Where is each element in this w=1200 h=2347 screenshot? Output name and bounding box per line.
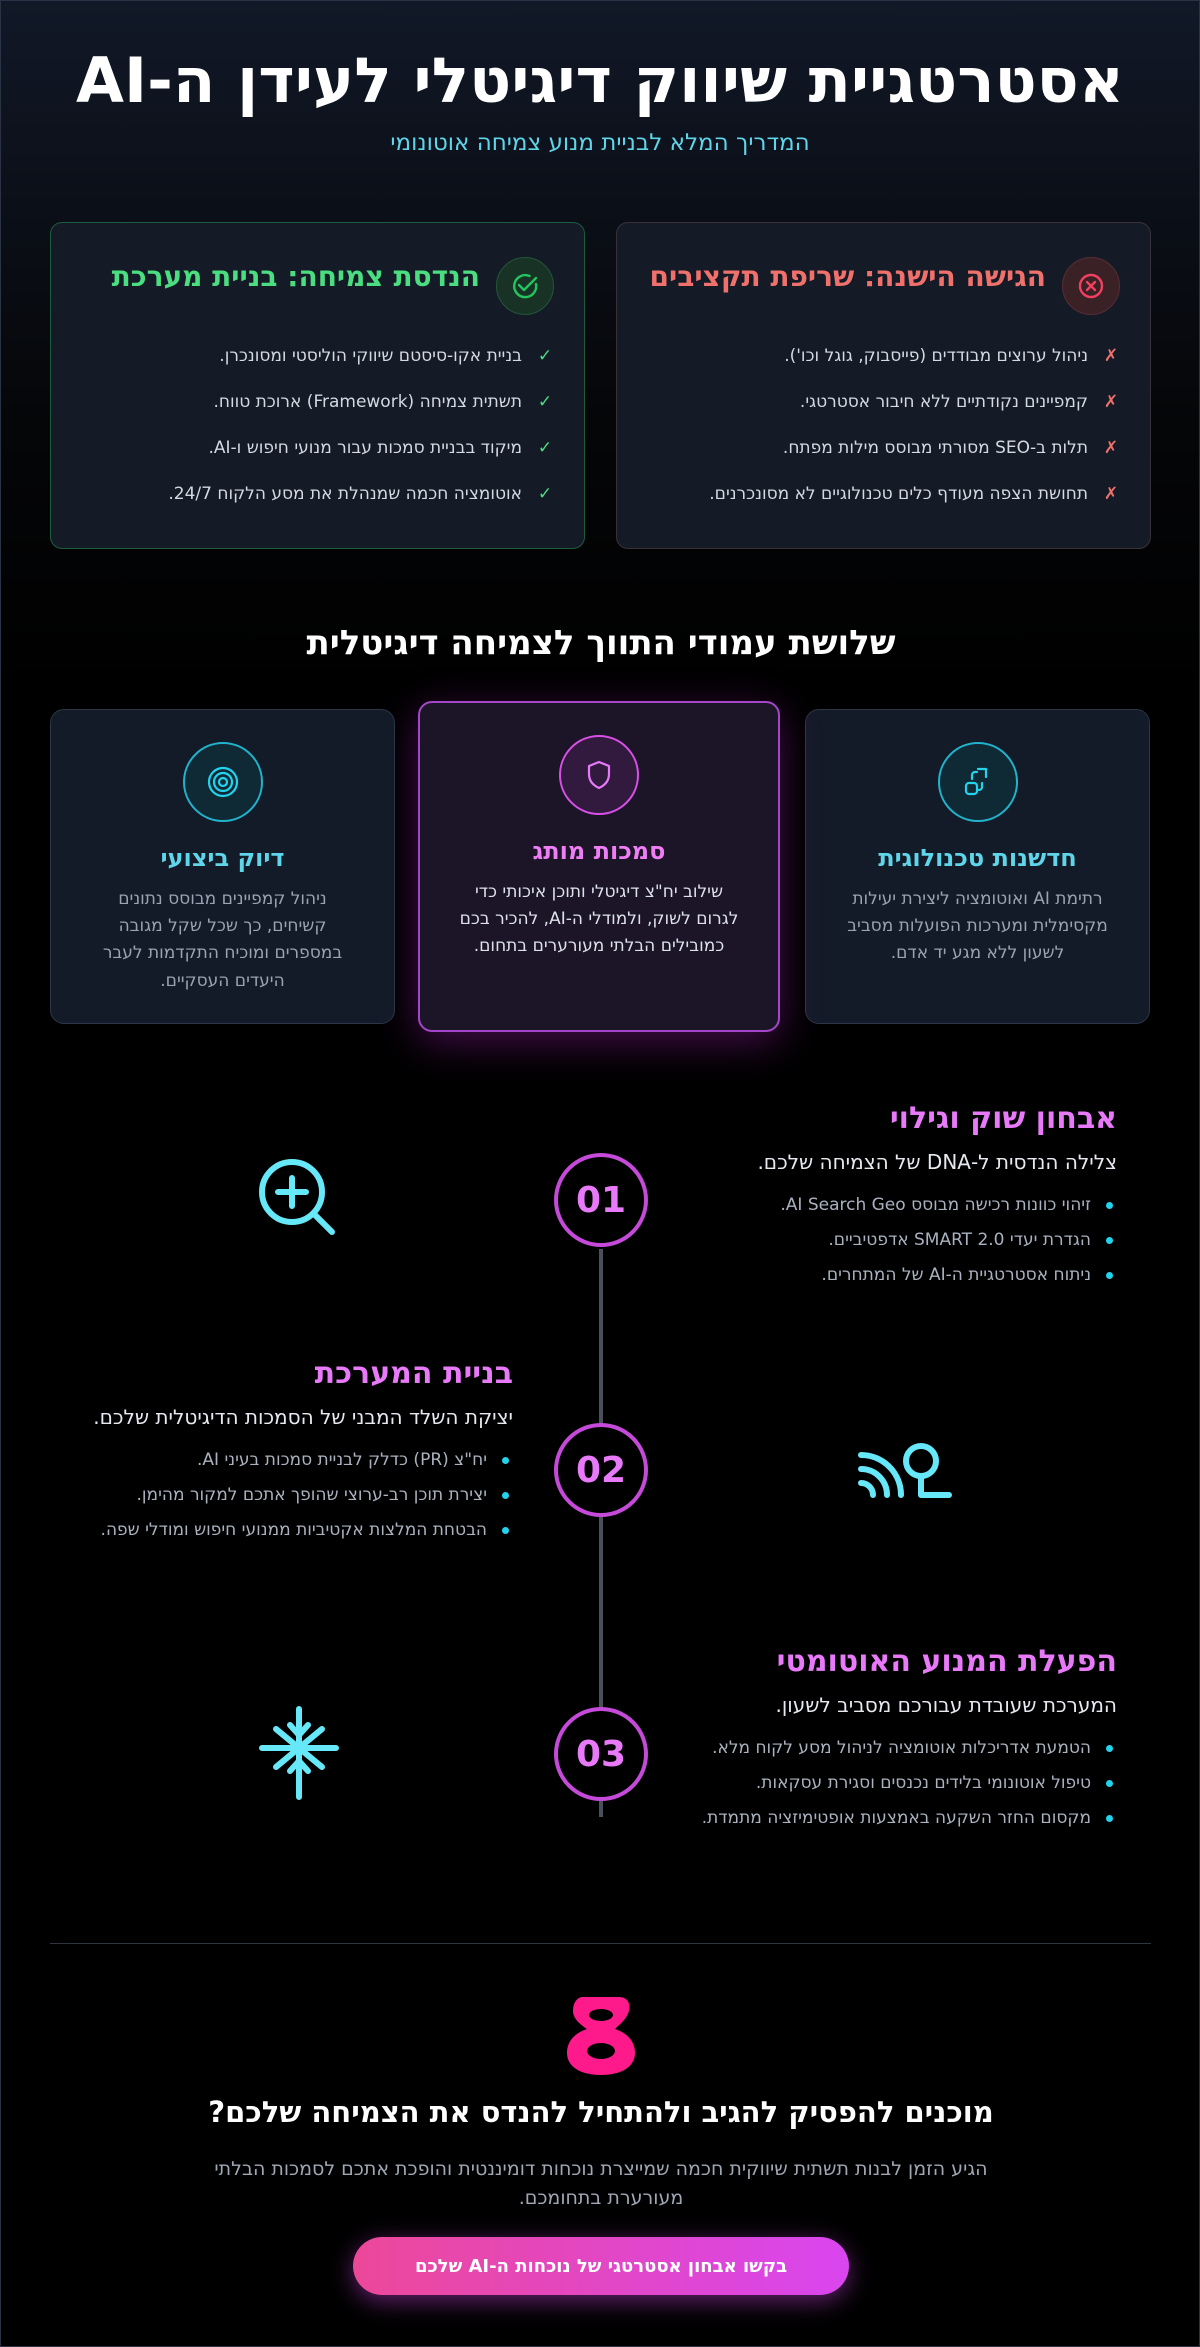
divider	[50, 1943, 1151, 1944]
list-item	[83, 1447, 513, 1474]
list-item	[687, 1227, 1117, 1254]
pink-numeral-icon	[561, 1989, 641, 2079]
step-lead: יציקת השלד המבני של הסמכות הדיגיטלית שלכם.	[93, 1405, 513, 1429]
list-item	[687, 1192, 1117, 1219]
bullet-dot	[502, 1457, 509, 1464]
list-item-text: תלות ב-SEO מסורתי מבוסס מילות מפתח.	[782, 438, 1088, 458]
list-item	[83, 1517, 513, 1544]
step-number-badge: 01	[554, 1153, 648, 1247]
list-item	[81, 471, 554, 517]
list-item-text: בניית אקו-סיסטם שיווקי הוליסטי ומסונכרן.	[219, 346, 522, 366]
list-item-text: זיהוי כוונות רכישה מבוסס AI Search Geo.	[780, 1195, 1091, 1215]
list-item	[667, 1805, 1117, 1832]
list-item-text: ניתוח אסטרטגיית ה-AI של המתחרים.	[821, 1265, 1091, 1286]
list-item-text: הבטחת המלצות אקטיביות ממנועי חיפוש ומודלי שפה.	[100, 1520, 487, 1541]
step-block-build	[83, 1356, 513, 1553]
list-item	[81, 333, 554, 379]
pillar-card-brand-authority	[418, 701, 780, 1032]
target-icon	[183, 742, 263, 822]
pillar-text: ניהול קמפיינים מבוסס נתונים קשיחים, כך שכל שקל מגובה במספרים ומוכיח התקדמות לעבר היעדים העסקיים.	[102, 889, 343, 991]
sparkle-burst-icon	[251, 1701, 347, 1805]
bullet-dot	[1106, 1780, 1113, 1787]
list-item-text: יצירת תוכן רב-ערוצי שהופך אתכם למקור מהימן.	[136, 1485, 487, 1506]
list-item-text: הטמעת אדריכלות אוטומציה לניהול מסע לקוח מלא.	[712, 1738, 1091, 1758]
cta-text: הגיע הזמן לבנות תשתית שיווקית חכמה שמייצרת נוכחות דומיננטית והופכת אתכם לסמכות הבלתי מעורערת בתחומכם.	[214, 2158, 988, 2209]
pillar-title: סמכות מותג	[532, 837, 666, 865]
check-circle-icon	[496, 257, 554, 315]
pillar-text: שילוב יח"צ דיגיטלי ותוכן איכותי כדי לגרום לשוק, ולמודלי ה-AI, להכיר בכם כמובילים הבלתי מעורערים בתחום.	[459, 882, 739, 957]
step-title: הפעלת המנוע האוטומטי	[776, 1644, 1117, 1679]
step-lead: המערכת שעובדת עבורכם מסביב לשעון.	[775, 1693, 1117, 1717]
step-title: בניית המערכת	[314, 1356, 513, 1391]
old-approach-title: הגישה הישנה: שריפת תקציבים	[649, 260, 1046, 293]
zoom-in-icon	[249, 1149, 349, 1249]
cta-title: מוכנים להפסיק להגיב ולהתחיל להנדס את הצמיחה שלכם?	[208, 2095, 994, 2129]
list-item	[687, 1262, 1117, 1289]
list-item-text: תשתית צמיחה (Framework) ארוכת טווח.	[213, 392, 522, 412]
list-item	[667, 1735, 1117, 1762]
bullet-dot	[1106, 1815, 1113, 1822]
list-item	[647, 471, 1120, 517]
check-mark-icon: ✓	[537, 346, 553, 366]
step-number-badge: 02	[554, 1423, 648, 1517]
list-item	[647, 425, 1120, 471]
step-block-engine	[667, 1644, 1117, 1841]
step-list	[667, 1735, 1117, 1833]
automation-icon	[938, 742, 1018, 822]
request-diagnosis-button[interactable]: בקשו אבחון אסטרטגי של נוכחות ה-AI שלכם	[353, 2237, 849, 2295]
step-title: אבחון שוק וגילוי	[889, 1101, 1117, 1136]
shield-icon	[559, 735, 639, 815]
pillar-card-performance	[50, 709, 395, 1024]
bullet-dot	[1106, 1272, 1113, 1279]
step-number-badge: 03	[554, 1707, 648, 1801]
check-mark-icon: ✓	[537, 392, 553, 412]
cross-mark-icon: ✗	[1103, 484, 1119, 504]
comparison-section	[50, 222, 1151, 549]
step-lead: צלילה הנדסית ל-DNA של הצמיחה שלכם.	[757, 1150, 1117, 1174]
new-approach-card	[50, 222, 585, 549]
page-subtitle: המדריך המלא לבניית מנוע צמיחה אוטונומי	[390, 130, 810, 157]
pillar-title: דיוק ביצועי	[160, 844, 285, 872]
page-title: אסטרטגיית שיווק דיגיטלי לעידן ה-AI	[76, 44, 1124, 117]
check-mark-icon: ✓	[537, 438, 553, 458]
list-item-text: ניהול ערוצים מבודדים (פייסבוק, גוגל וכו').	[784, 346, 1088, 366]
bullet-dot	[1106, 1745, 1113, 1752]
cross-mark-icon: ✗	[1103, 346, 1119, 366]
x-circle-icon	[1062, 257, 1120, 315]
step-list	[83, 1447, 513, 1545]
list-item	[647, 333, 1120, 379]
bullet-dot	[1106, 1237, 1113, 1244]
step-block-discovery	[687, 1101, 1117, 1298]
bullet-dot	[502, 1527, 509, 1534]
old-approach-card	[616, 222, 1151, 549]
list-item-text: יח"צ (PR) כדלק לבניית סמכות בעיני AI.	[197, 1450, 487, 1470]
list-item	[647, 379, 1120, 425]
old-approach-list	[647, 333, 1120, 517]
list-item	[81, 425, 554, 471]
cross-mark-icon: ✗	[1103, 438, 1119, 458]
pillar-card-technology	[805, 709, 1150, 1024]
list-item-text: תחושת הצפה מעודף כלים טכנולוגיים לא מסונכרנים.	[709, 484, 1088, 504]
pillar-title: חדשנות טכנולוגית	[878, 844, 1077, 872]
hero	[1, 1, 1199, 156]
broadcast-user-icon	[853, 1421, 957, 1525]
list-item	[667, 1770, 1117, 1797]
bullet-dot	[502, 1492, 509, 1499]
pillars-title: שלושת עמודי התווך לצמיחה דיגיטלית	[306, 623, 896, 663]
list-item-text: מקסום החזר השקעה באמצעות אופטימיזציה מתמדת.	[701, 1808, 1091, 1829]
list-item-text: מיקוד בבניית סמכות עבור מנועי חיפוש ו-AI.	[208, 438, 522, 458]
bullet-dot	[1106, 1202, 1113, 1209]
list-item-text: אוטומציה חכמה שמנהלת את מסע הלקוח 24/7.	[168, 484, 522, 504]
step-list	[687, 1192, 1117, 1290]
list-item	[81, 379, 554, 425]
new-approach-title: הנדסת צמיחה: בניית מערכת	[111, 260, 480, 293]
pillar-text: רתימת AI ואוטומציה ליצירת יעילות מקסימלית ומערכות הפועלות מסביב לשעון ללא מגע יד אדם.	[847, 889, 1108, 964]
list-item	[83, 1482, 513, 1509]
list-item-text: קמפיינים נקודתיים ללא חיבור אסטרטגי.	[799, 392, 1088, 412]
new-approach-list	[81, 333, 554, 517]
cross-mark-icon: ✗	[1103, 392, 1119, 412]
list-item-text: טיפול אוטונומי בלידים נכנסים וסגירת עסקאות.	[755, 1773, 1091, 1794]
list-item-text: הגדרת יעדי SMART 2.0 אדפטיביים.	[828, 1230, 1091, 1251]
check-mark-icon: ✓	[537, 484, 553, 504]
